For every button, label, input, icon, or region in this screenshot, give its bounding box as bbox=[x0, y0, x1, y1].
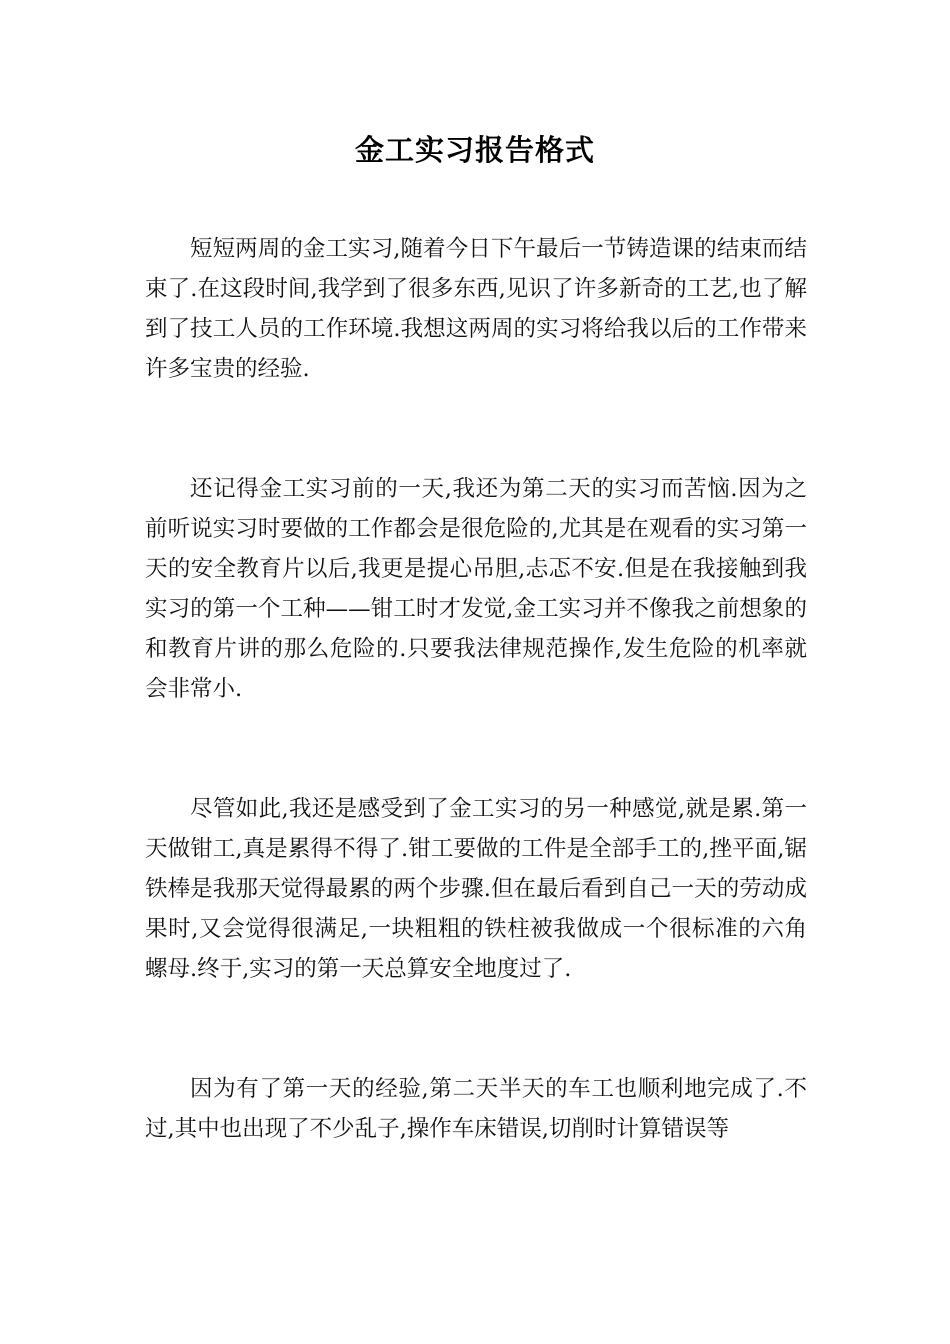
paragraph-2: 还记得金工实习前的一天,我还为第二天的实习而苦恼.因为之前听说实习时要做的工作都会是很危险的,尤其是在观看的实习第一天的安全教育片以后,我更是提心吊胆,忐忑不安.但是在我接触到我实习的第一个工种——钳工时才发觉,金工实习并不像我之前想象的和教育片讲的那么危险的.只要我法律规范操作,发生危险的机率就会非常小. bbox=[145, 476, 807, 702]
document-body bbox=[145, 229, 807, 1229]
paragraph-1: 短短两周的金工实习,随着今日下午最后一节铸造课的结束而结束了.在这段时间,我学到了很多东西,见识了许多新奇的工艺,也了解到了技工人员的工作环境.我想这两周的实习将给我以后的工作带来许多宝贵的经验. bbox=[145, 236, 807, 382]
document-title: 金工实习报告格式 bbox=[354, 133, 595, 167]
paragraph-3: 尽管如此,我还是感受到了金工实习的另一种感觉,就是累.第一天做钳工,真是累得不得了.钳工要做的工件是全部手工的,挫平面,锯铁棒是我那天觉得最累的两个步骤.但在最后看到自己一天的劳动成果时,又会觉得很满足,一块粗粗的铁柱被我做成一个很标准的六角螺母.终于,实习的第一天总算安全地度过了. bbox=[145, 796, 807, 982]
paragraph-4: 因为有了第一天的经验,第二天半天的车工也顺利地完成了.不过,其中也出现了不少乱子,操作车床错误,切削时计算错误等 bbox=[145, 1076, 807, 1142]
